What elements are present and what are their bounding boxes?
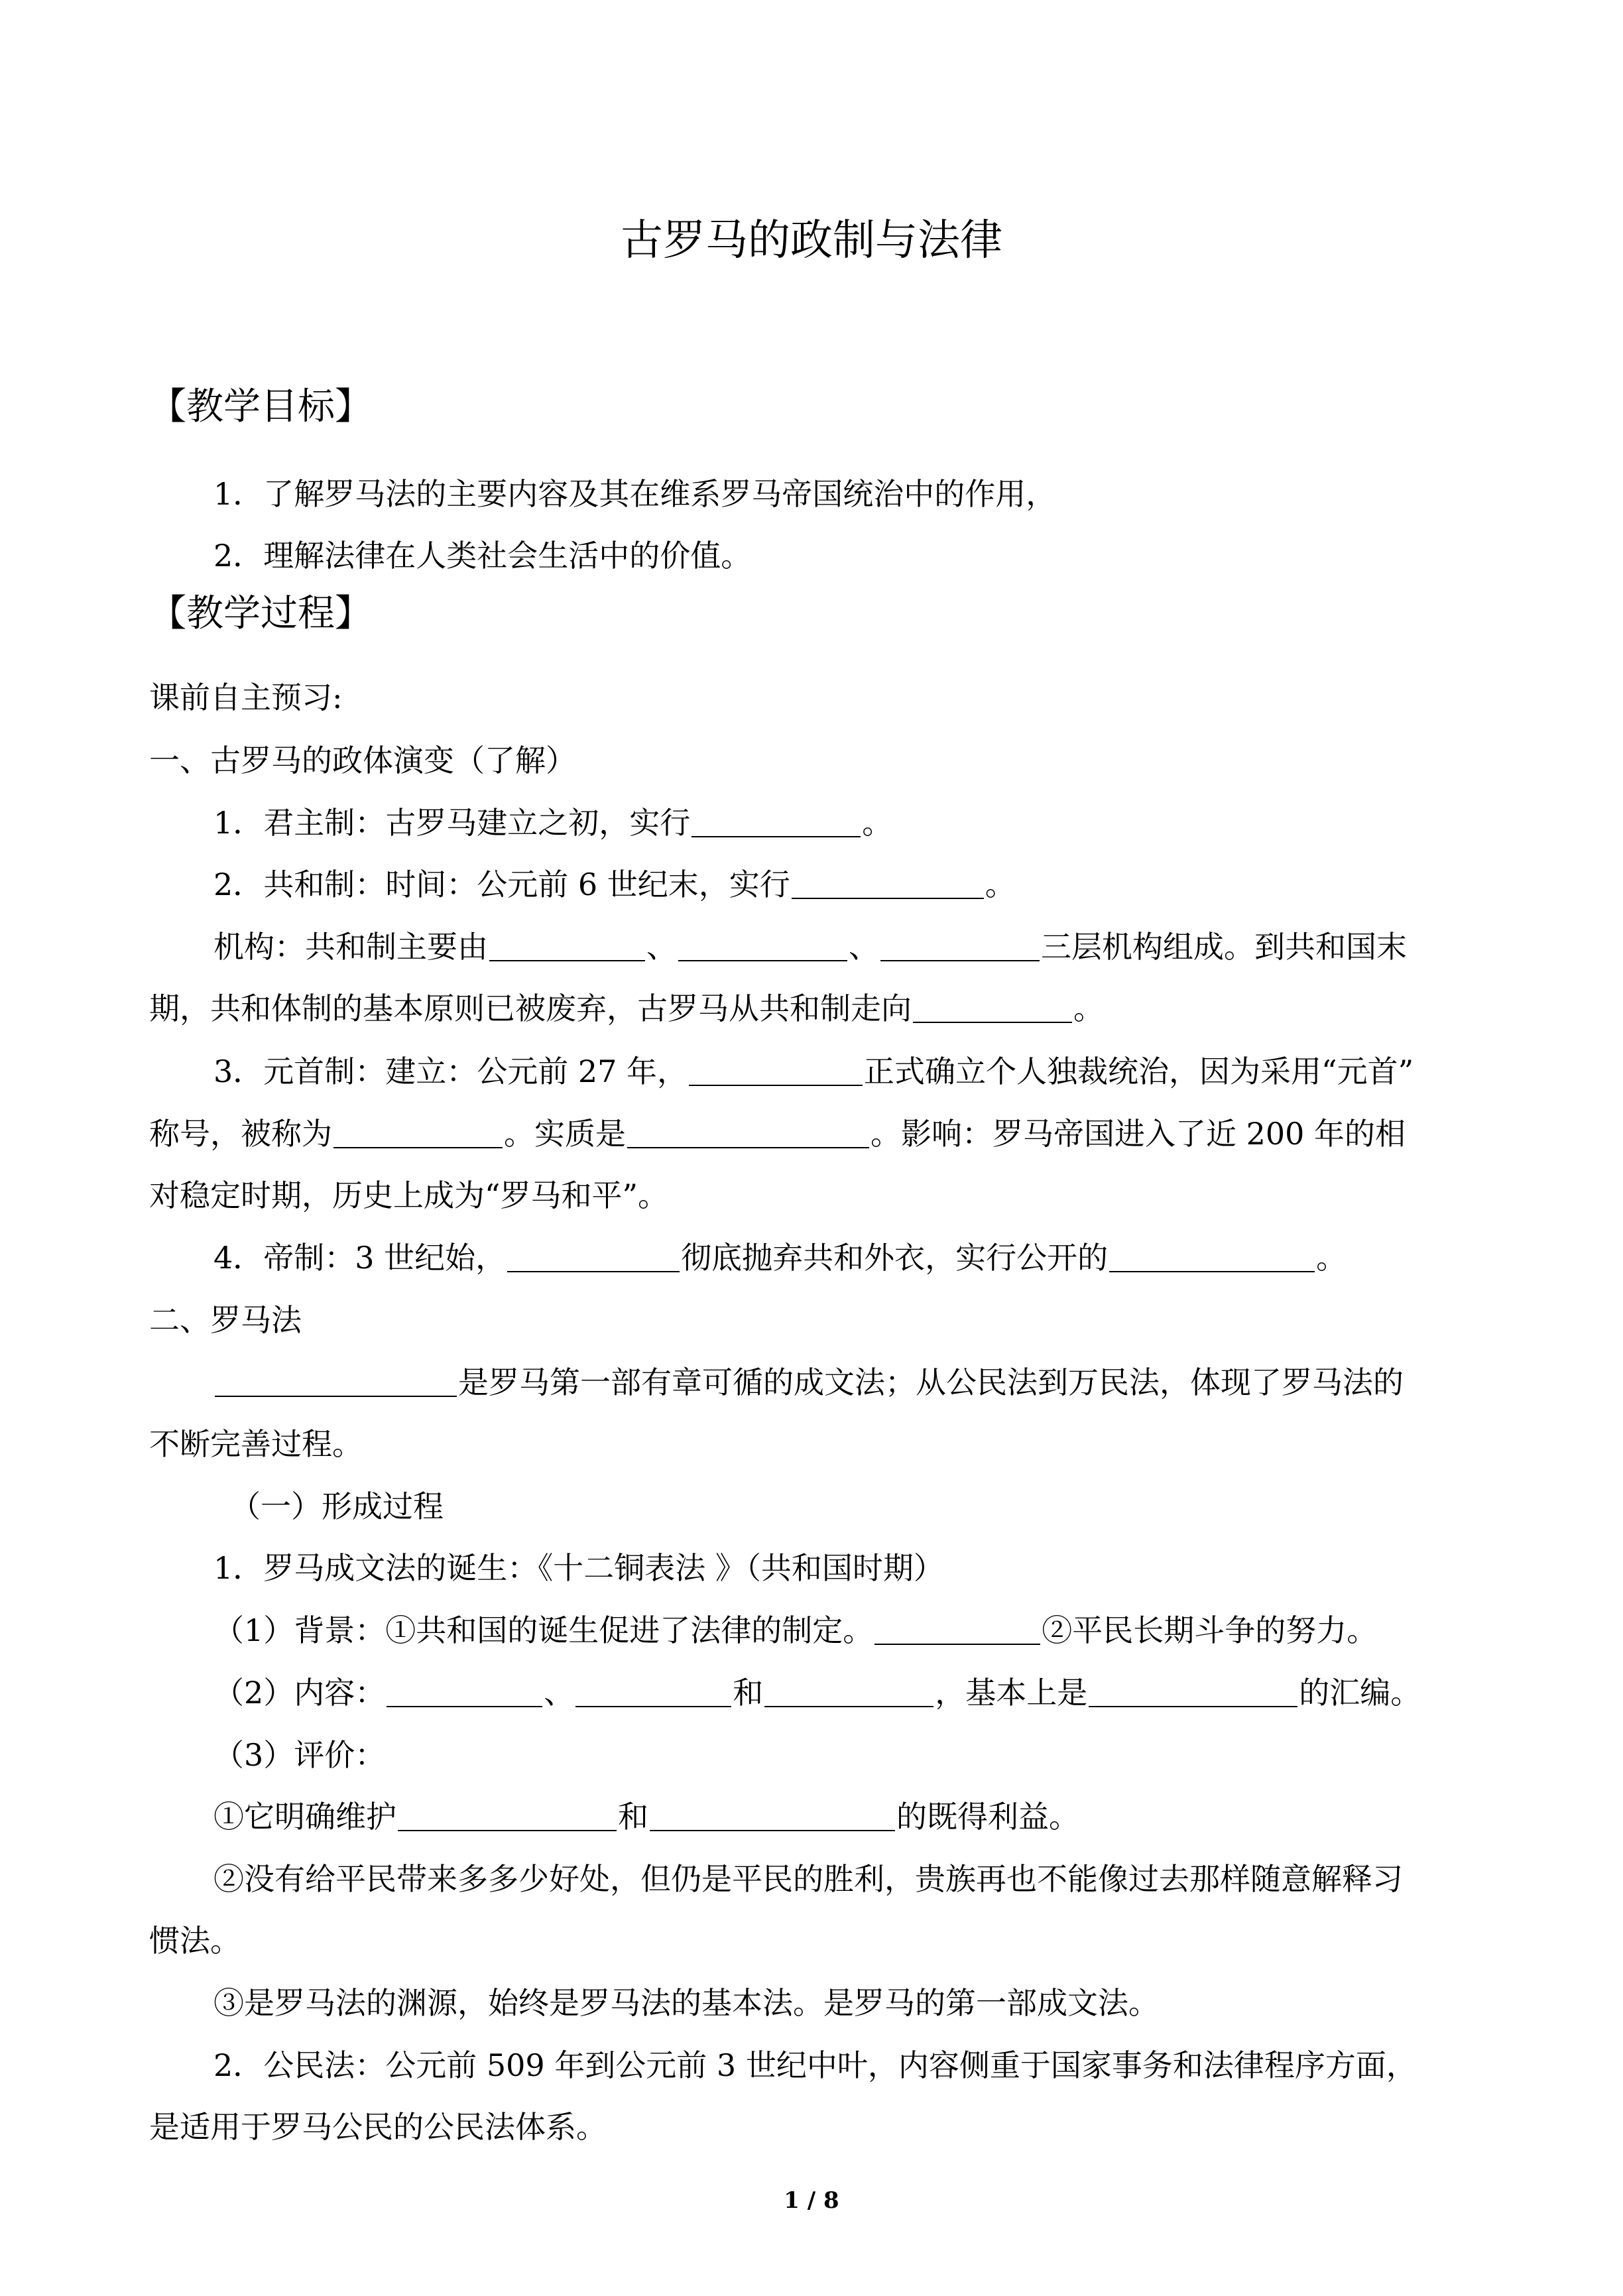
blank-field[interactable]	[1089, 1675, 1297, 1707]
principate-line: 3．元首制：建立：公元前 27 年， 正式确立个人独裁统治，因为采用“元首”	[213, 1054, 1414, 1089]
blank-field[interactable]	[489, 930, 645, 961]
blank-field[interactable]	[215, 1365, 457, 1397]
evaluation-3-line: ③是罗马法的渊源，始终是罗马法的基本法。是罗马的第一部成文法。	[213, 1985, 1159, 2021]
goal-item-1: 1．了解罗马法的主要内容及其在维系罗马帝国统治中的作用，	[213, 476, 1057, 512]
roman-peace-line: 对稳定时期，历史上成为“罗马和平”。	[149, 1178, 669, 1213]
blank-field[interactable]	[792, 867, 984, 899]
twelve-tables-line: 1．罗马成文法的诞生：《十二铜表法 》（共和国时期）	[213, 1550, 944, 1586]
evaluation-2-line: ②没有给平民带来多多少好处，但仍是平民的胜利，贵族再也不能像过去那样随意解释习	[213, 1861, 1403, 1897]
formation-subheading: （一）形成过程	[230, 1488, 444, 1524]
blank-field[interactable]	[398, 1799, 617, 1831]
page-number: 1 / 8	[784, 2187, 839, 2214]
part1-heading: 一、古罗马的政体演变（了解）	[149, 743, 576, 778]
civil-law-line: 2．公民法：公元前 509 年到公元前 3 世纪中叶，内容侧重于国家事务和法律程序方面，	[213, 2047, 1417, 2083]
monarchy-line: 1．君主制：古罗马建立之初，实行 。	[213, 805, 893, 841]
blank-field[interactable]	[1109, 1240, 1315, 1272]
blank-field[interactable]	[387, 1675, 542, 1707]
civil-law-cont: 是适用于罗马公民的公民法体系。	[149, 2109, 607, 2145]
blank-field[interactable]	[880, 930, 1040, 961]
blank-field[interactable]	[874, 1613, 1040, 1645]
blank-field[interactable]	[691, 806, 861, 837]
republic-line: 2．共和制：时间：公元前 6 世纪末，实行 。	[213, 867, 1016, 902]
republic-organs-line: 机构：共和制主要由 、 、 三层机构组成。到共和国末	[213, 929, 1407, 965]
blank-field[interactable]	[627, 1117, 869, 1148]
evaluation-label: （3）评价：	[213, 1737, 386, 1773]
goal-item-2: 2．理解法律在人类社会生活中的价值。	[213, 538, 752, 574]
blank-field[interactable]	[507, 1240, 680, 1272]
content-line: （2）内容： 、 和 ，基本上是 的汇编。	[213, 1675, 1421, 1711]
evaluation-1-line: ①它明确维护 和 的既得利益。	[213, 1799, 1079, 1835]
background-line: （1）背景：①共和国的诞生促进了法律的制定。 ②平民长期斗争的努力。	[213, 1612, 1378, 1648]
page-title: 古罗马的政制与法律	[621, 216, 1002, 265]
republic-end-line: 期，共和体制的基本原则已被废弃，古罗马从共和制走向 。	[149, 991, 1104, 1026]
blank-field[interactable]	[575, 1675, 731, 1707]
blank-field[interactable]	[650, 1799, 895, 1831]
roman-law-intro-line: 是罗马第一部有章可循的成文法；从公民法到万民法，体现了罗马法的	[213, 1359, 1553, 1406]
empire-line: 4．帝制：3 世纪始， 彻底抛弃共和外衣，实行公开的 。	[213, 1240, 1347, 1276]
blank-field[interactable]	[913, 991, 1072, 1023]
blank-field[interactable]	[764, 1675, 933, 1707]
blank-field[interactable]	[678, 930, 847, 961]
goals-heading: 【教学目标】	[149, 385, 372, 428]
roman-law-intro-cont: 不断完善过程。	[149, 1426, 363, 1462]
process-heading: 【教学过程】	[149, 592, 372, 635]
blank-field[interactable]	[333, 1117, 503, 1148]
principate-title-line: 称号，被称为 。实质是 。影响：罗马帝国进入了近 200 年的相	[149, 1116, 1406, 1152]
blank-field[interactable]	[689, 1054, 863, 1086]
evaluation-2-cont: 惯法。	[149, 1923, 241, 1959]
part2-heading: 二、罗马法	[149, 1302, 302, 1338]
preview-label: 课前自主预习:	[149, 680, 343, 715]
